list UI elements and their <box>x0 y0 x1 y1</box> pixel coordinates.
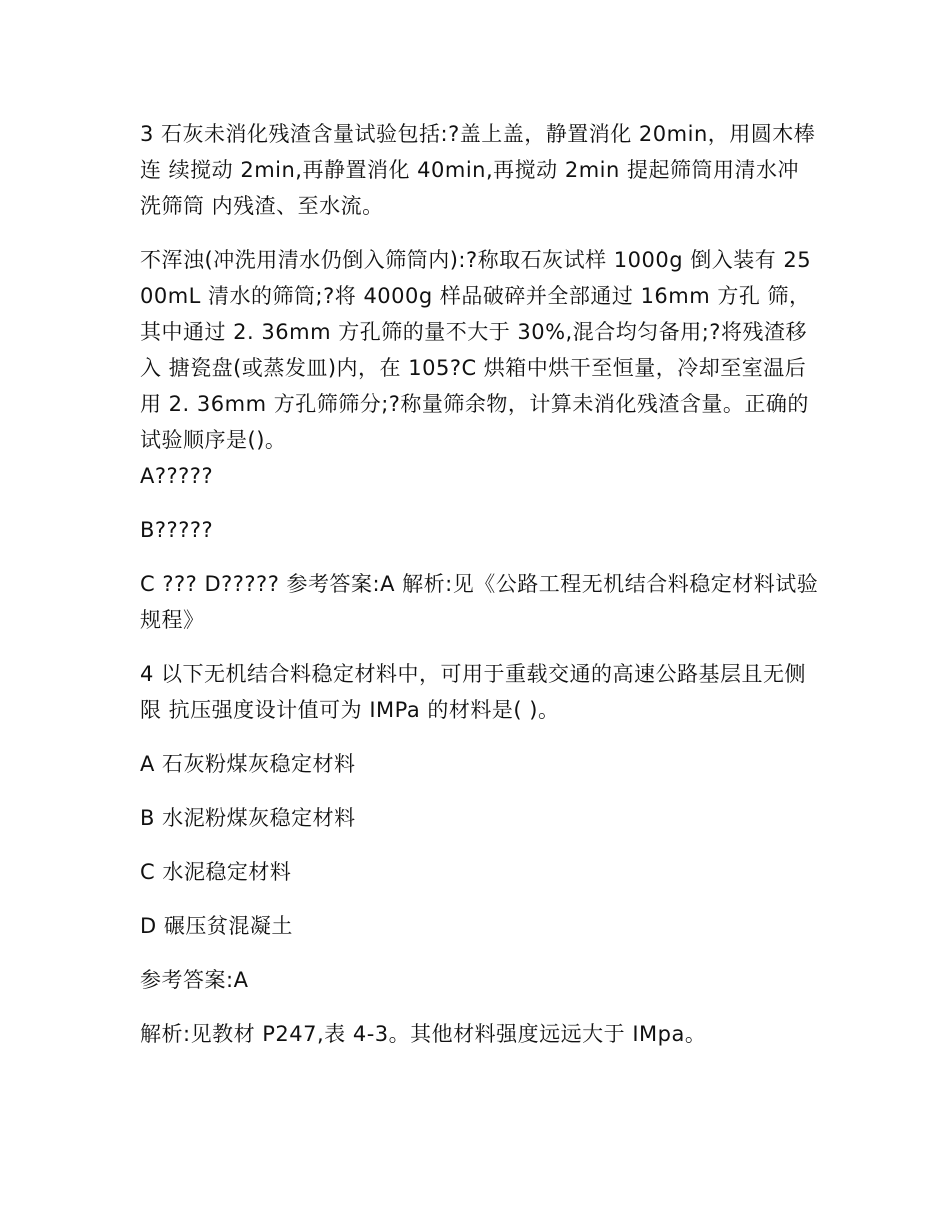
option-c-d-answer: C ??? D????? 参考答案:A 解析:见《公路工程无机结合料稳定材料试验规程》 <box>140 572 819 632</box>
question-4-option-a: A 石灰粉煤灰稳定材料 <box>140 752 356 776</box>
option-b: B????? <box>140 518 214 542</box>
question-3-procedure: 3 石灰未消化残渣含量试验包括:?盖上盖，静置消化 20min，用圆木棒连 续搅动 2min,再静置消化 40min,再搅动 2min 提起筛筒用清水冲洗筛筒 内残渣、至水流。 <box>140 122 816 218</box>
question-4-option-c: C 水泥稳定材料 <box>140 860 292 884</box>
question-4-option-d: D 碾压贫混凝土 <box>140 914 293 938</box>
option-a: A????? <box>140 464 214 488</box>
explanation: 解析:见教材 P247,表 4-3。其他材料强度远远大于 IMpa。 <box>140 1022 707 1046</box>
reference-answer: 参考答案:A <box>140 968 249 992</box>
question-4-option-b: B 水泥粉煤灰稳定材料 <box>140 806 356 830</box>
document-body <box>140 116 820 1070</box>
question-4-stem: 4 以下无机结合料稳定材料中，可用于重载交通的高速公路基层且无侧限 抗压强度设计值可为 IMPa 的材料是( )。 <box>140 662 807 722</box>
question-3-steps: 不浑浊(冲洗用清水仍倒入筛筒内):?称取石灰试样 1000g 倒入装有 2500mL 清水的筛筒;?将 4000g 样品破碎并全部通过 16mm 方孔 筛，其中通过 2. 36mm 方孔筛的量不大于 30%,混合均匀备用;?将残渣移入 搪瓷盘(或蒸发皿)内，在 105?C 烘箱中烘干至恒量，冷却至室温后用 2. 36mm 方孔筛筛分;?称量筛余物，计算未消化残渣含量。正确的试验顺序是()。 <box>140 248 812 452</box>
